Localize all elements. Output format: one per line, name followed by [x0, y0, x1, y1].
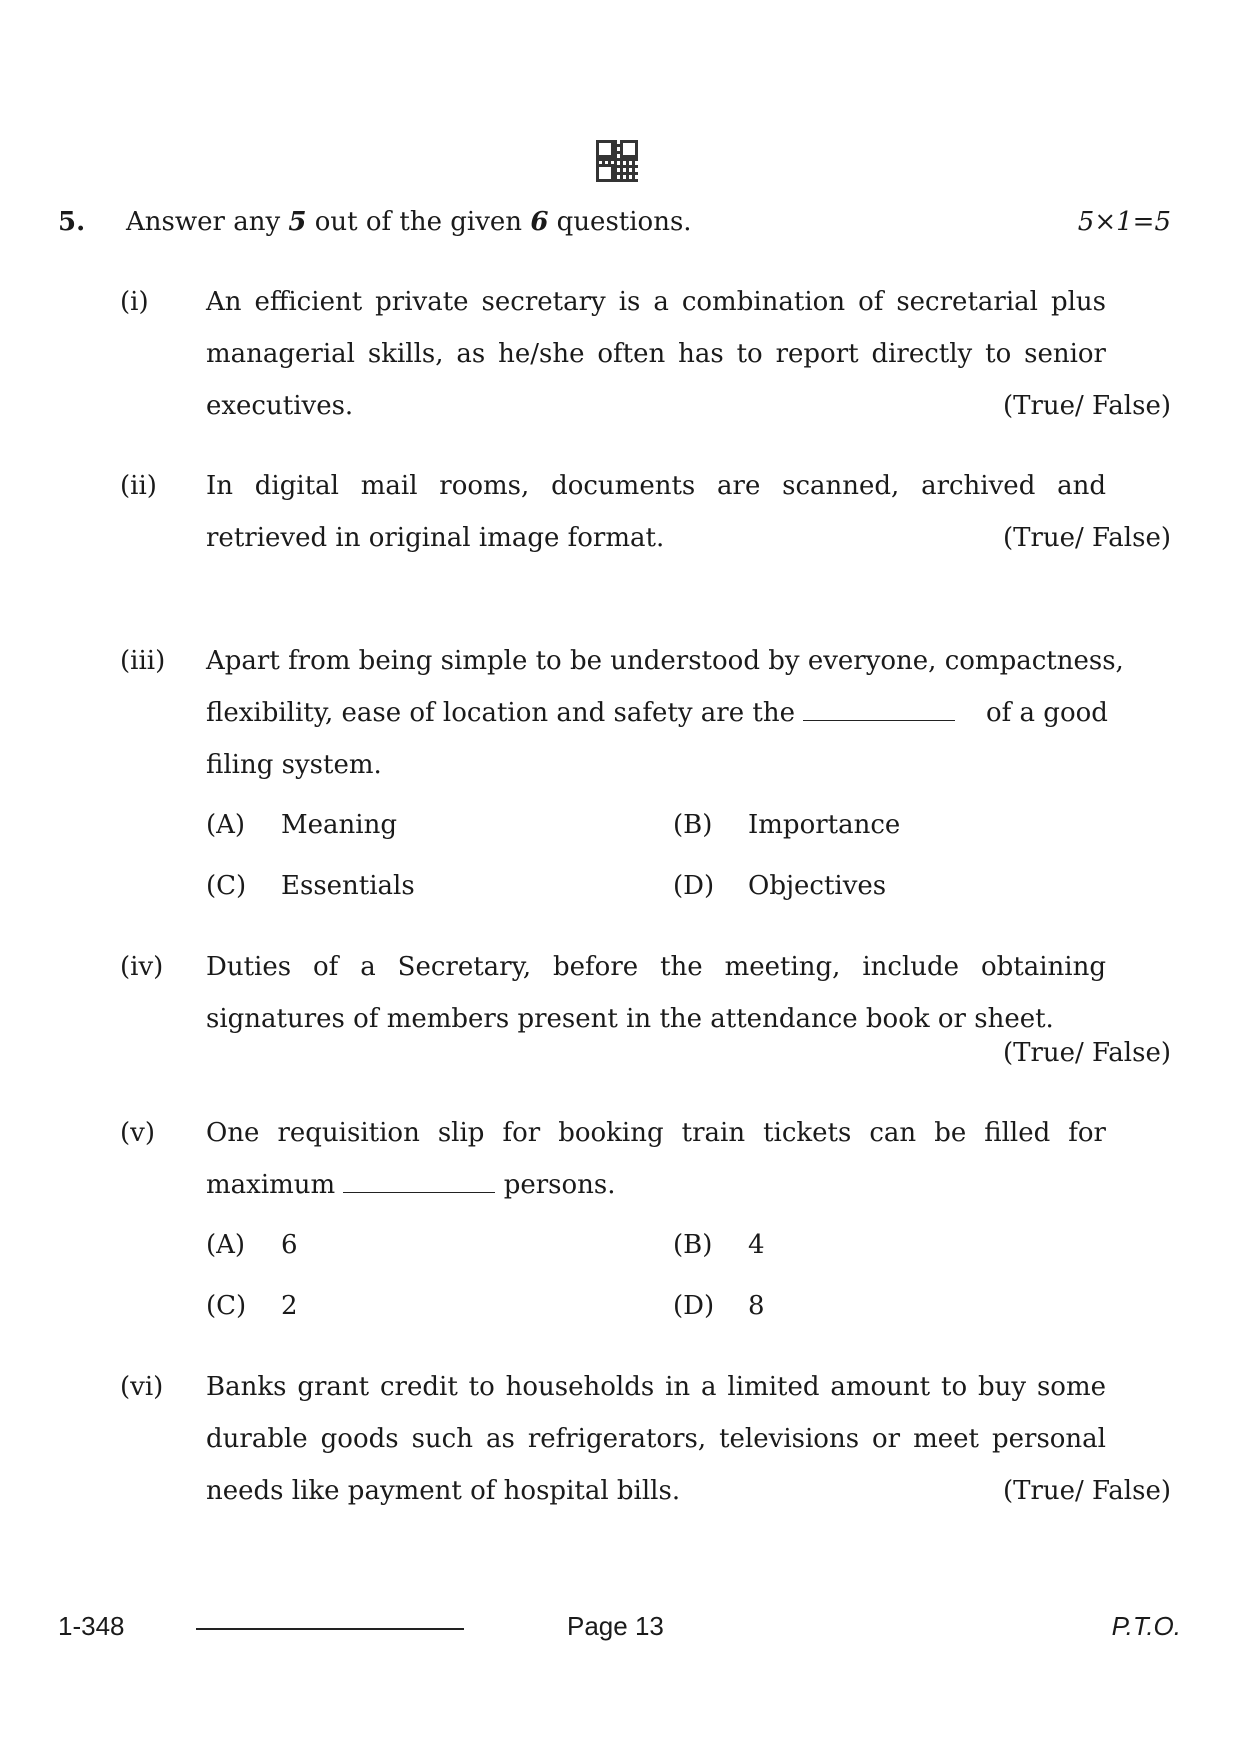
- option-key: (B): [673, 1230, 713, 1260]
- true-false-tag: (True/ False): [1002, 1476, 1171, 1506]
- option-text: Objectives: [748, 871, 887, 901]
- item-text-line: One requisition slip for booking train tickets can be filled for: [206, 1118, 1106, 1148]
- item-text-line: managerial skills, as he/she often has to report directly to senior: [206, 339, 1106, 369]
- option-key: (D): [673, 1291, 715, 1321]
- item-text-line: An efficient private secretary is a combination of secretarial plus: [206, 287, 1106, 317]
- item-text-line: signatures of members present in the attendance book or sheet.: [206, 1004, 1054, 1034]
- fill-in-blank: [803, 720, 955, 721]
- item-label: (v): [120, 1118, 155, 1148]
- item-text-line: executives.: [206, 391, 354, 421]
- item-text-line: durable goods such as refrigerators, televisions or meet personal: [206, 1424, 1106, 1454]
- item-text-line: maximum persons.: [206, 1170, 616, 1200]
- true-false-tag: (True/ False): [1002, 523, 1171, 553]
- option-text: 8: [748, 1291, 765, 1321]
- paper-code: 1-348: [58, 1611, 125, 1641]
- item-text-line: Banks grant credit to households in a limited amount to buy some: [206, 1372, 1106, 1402]
- item-text-line: Apart from being simple to be understood by everyone, compactness,: [206, 646, 1124, 676]
- footer-rule: [196, 1628, 464, 1630]
- option-key: (B): [673, 810, 713, 840]
- option-text: 4: [748, 1230, 765, 1260]
- option-text: Importance: [748, 810, 901, 840]
- item-label: (vi): [120, 1372, 164, 1402]
- option-key: (D): [673, 871, 715, 901]
- true-false-tag: (True/ False): [1002, 1038, 1171, 1068]
- item-text-line: flexibility, ease of location and safety are the: [206, 697, 955, 729]
- qr-code: [596, 140, 638, 182]
- option-text: 6: [281, 1230, 298, 1260]
- item-label: (i): [120, 287, 149, 317]
- item-label: (iv): [120, 952, 164, 982]
- option-key: (C): [206, 871, 247, 901]
- option-text: 2: [281, 1291, 298, 1321]
- option-text: Essentials: [281, 871, 415, 901]
- item-text-line: retrieved in original image format.: [206, 523, 665, 553]
- question-instruction: Answer any 5 out of the given 6 questions.: [126, 207, 692, 237]
- item-text-line: needs like payment of hospital bills.: [206, 1476, 681, 1506]
- question-number: 5.: [58, 207, 86, 237]
- item-text-line: Duties of a Secretary, before the meeting, include obtaining: [206, 952, 1106, 982]
- option-text: Meaning: [281, 810, 397, 840]
- question-marks: 5×1=5: [1077, 207, 1171, 237]
- page-number: Page 13: [567, 1611, 664, 1641]
- option-key: (A): [206, 810, 246, 840]
- item-text-line: In digital mail rooms, documents are scanned, archived and: [206, 471, 1106, 501]
- item-text-line: of a good: [986, 698, 1108, 728]
- option-key: (A): [206, 1230, 246, 1260]
- item-label: (ii): [120, 471, 157, 501]
- option-key: (C): [206, 1291, 247, 1321]
- pto-label: P.T.O.: [1111, 1611, 1181, 1641]
- true-false-tag: (True/ False): [1002, 391, 1171, 421]
- fill-in-blank: [343, 1192, 495, 1193]
- item-text-line: filing system.: [206, 750, 382, 780]
- item-label: (iii): [120, 646, 166, 676]
